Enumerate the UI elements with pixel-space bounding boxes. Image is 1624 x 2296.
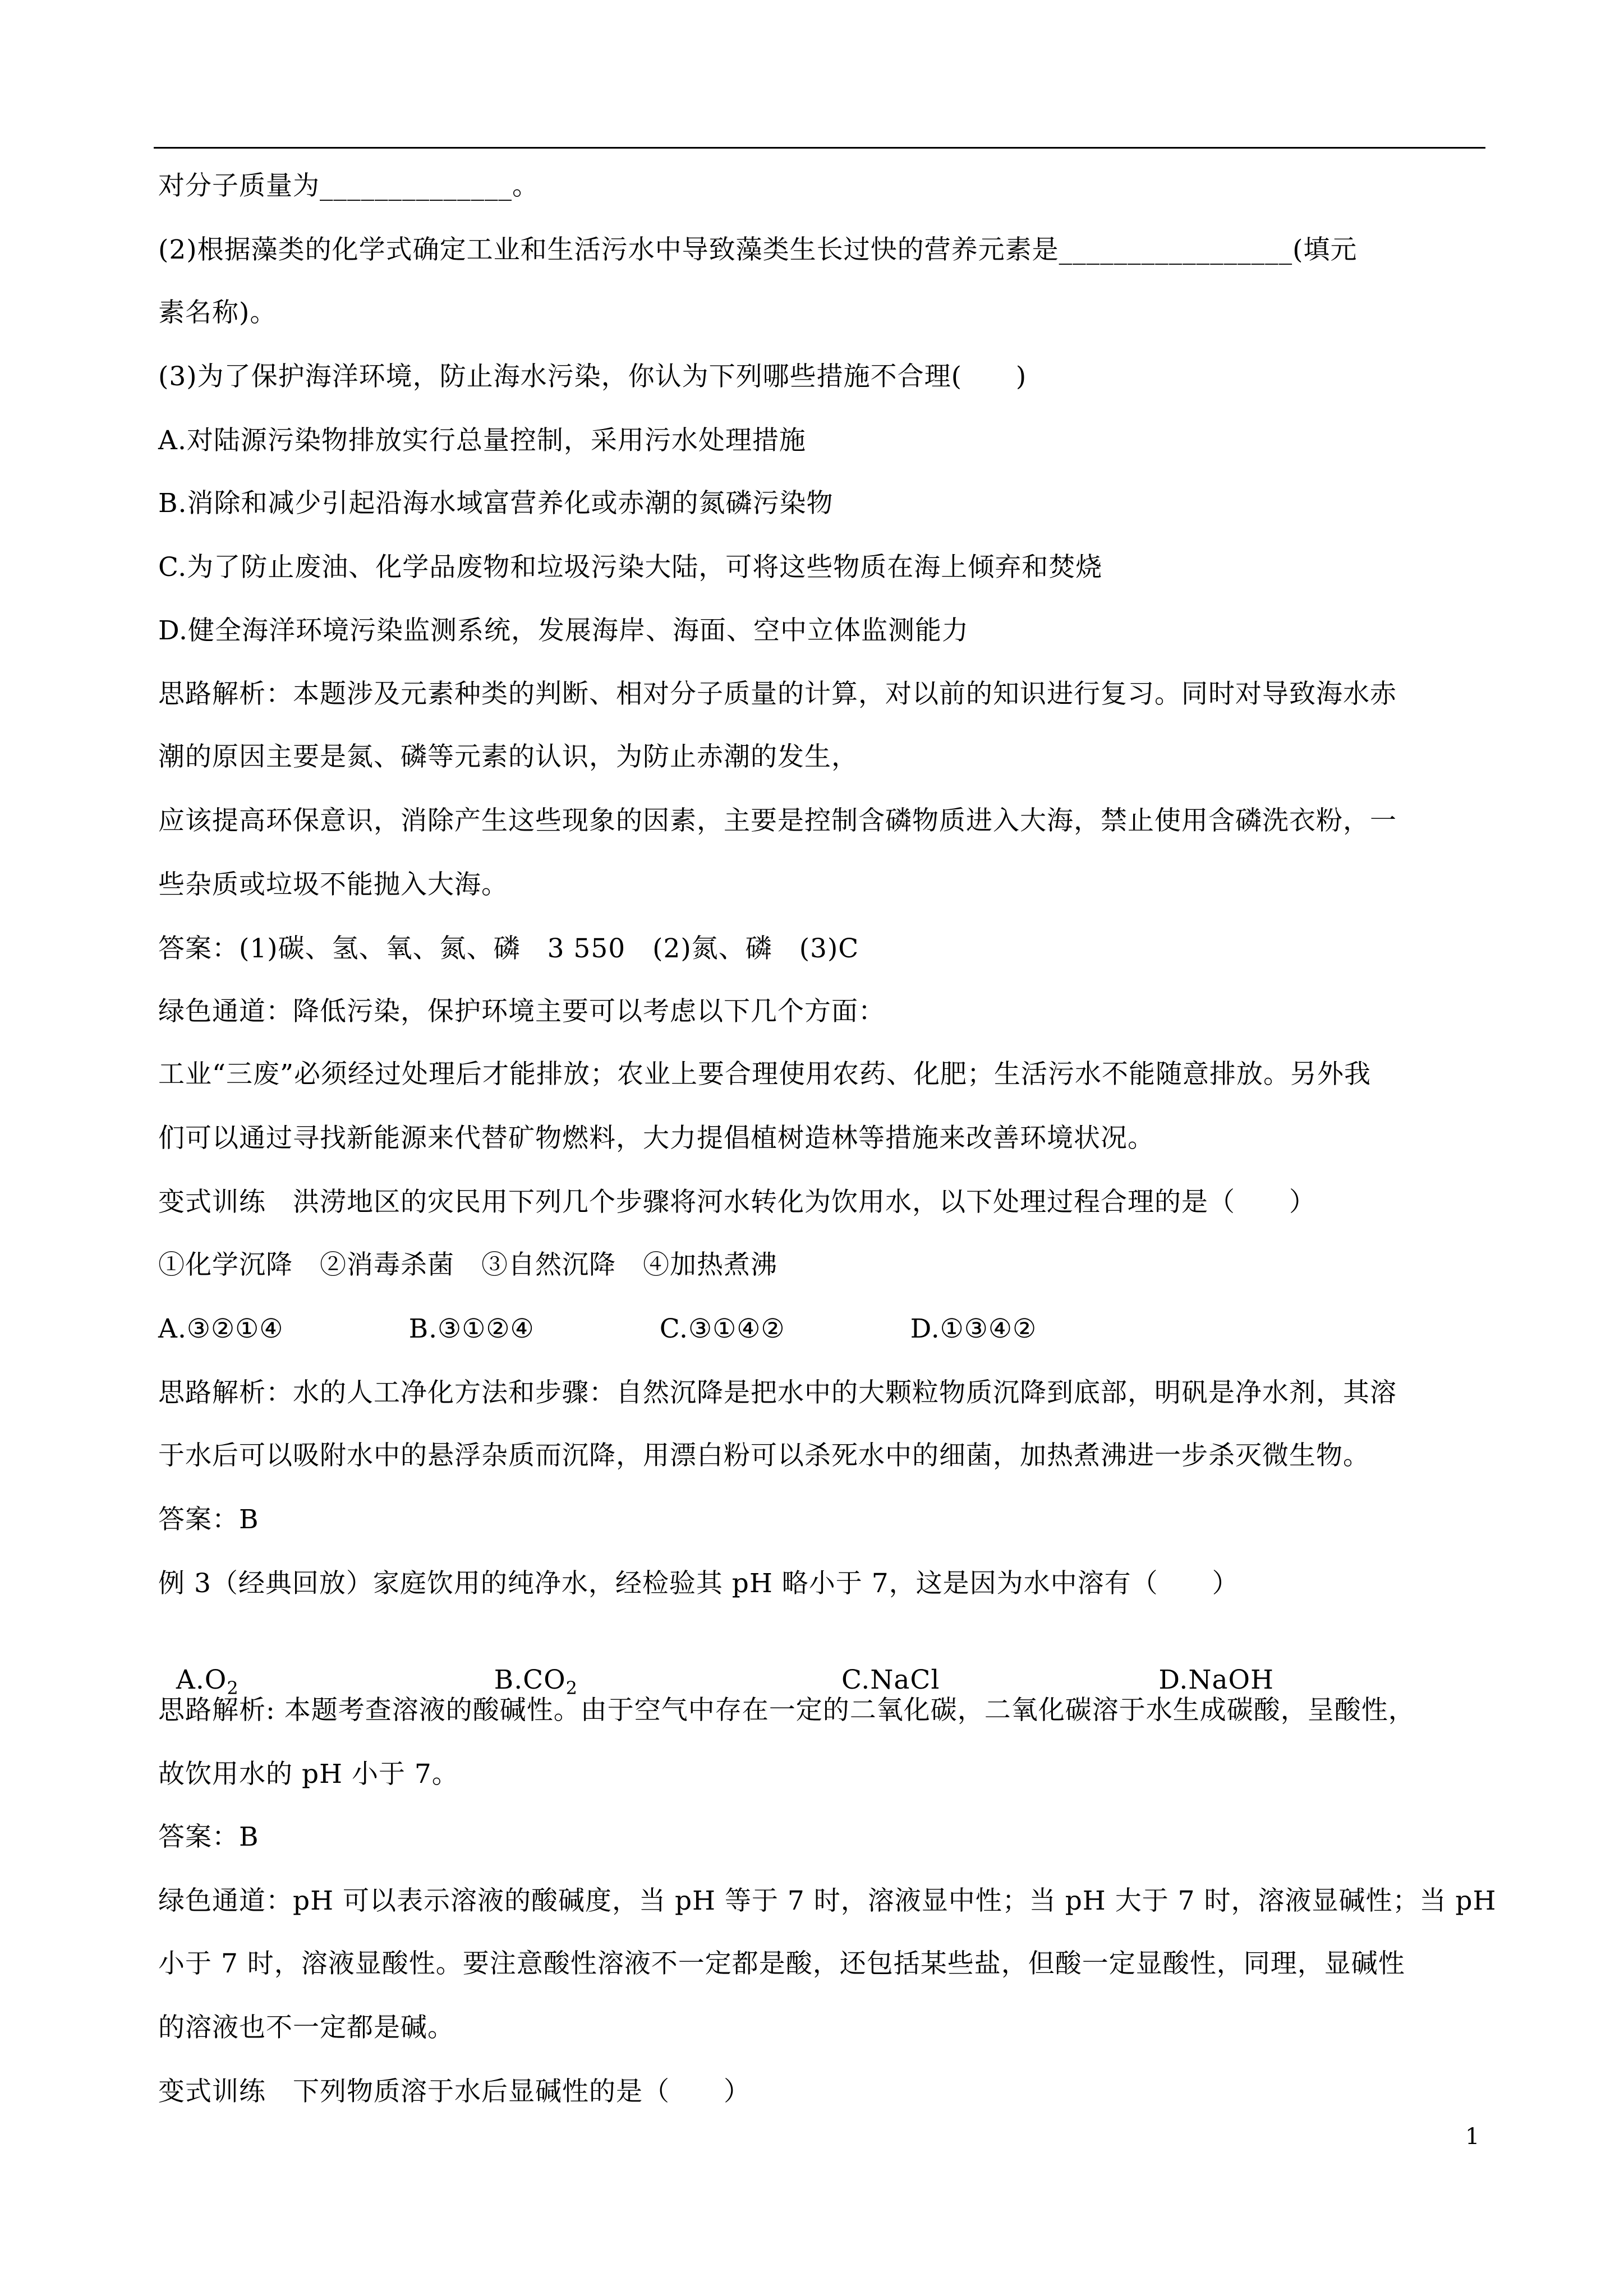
green-channel-line: 绿色通道：pH 可以表示溶液的酸碱度，当 pH 等于 7 时，溶液显中性；当 pH 大于 7 时，溶液显碱性；当 pH xyxy=(158,1885,1497,1916)
analysis-line: 思路解析：水的人工净化方法和步骤：自然沉降是把水中的大颗粒物质沉降到底部，明矾是净水剂，其溶 xyxy=(158,1377,1397,1408)
text-line: (2)根据藻类的化学式确定工业和生活污水中导致藻类生长过快的营养元素是_________________(填元 xyxy=(158,234,1358,265)
text-line: (3)为了保护海洋环境，防止海水污染，你认为下列哪些措施不合理( ) xyxy=(158,361,1027,392)
exercise-line: 变式训练 洪涝地区的灾民用下列几个步骤将河水转化为饮用水，以下处理过程合理的是（ ） xyxy=(158,1187,1316,1218)
option-d: D.健全海洋环境污染监测系统，发展海岸、海面、空中立体监测能力 xyxy=(158,615,969,646)
green-channel-line: 绿色通道：降低污染，保护环境主要可以考虑以下几个方面： xyxy=(158,996,885,1027)
example-line: 例 3（经典回放）家庭饮用的纯净水，经检验其 pH 略小于 7，这是因为水中溶有（ ） xyxy=(158,1568,1239,1599)
answer-line: 答案：B xyxy=(158,1822,259,1852)
option-a: $A.O_2$ xyxy=(176,1665,239,1699)
option-d: D.NaOH xyxy=(1158,1665,1275,1695)
analysis-line: 应该提高环保意识，消除产生这些现象的因素，主要是控制含磷物质进入大海，禁止使用含磷洗衣粉，一 xyxy=(158,805,1397,836)
analysis-line: 思路解析: 本题考查溶液的酸碱性。由于空气中存在一定的二氧化碳，二氧化碳溶于水生成碳酸，呈酸性， xyxy=(158,1695,1415,1726)
text-line: 们可以通过寻找新能源来代替矿物燃料，大力提倡植树造林等措施来改善环境状况。 xyxy=(158,1123,1154,1154)
text-line: 素名称)。 xyxy=(158,297,277,328)
page-number: 1 xyxy=(1465,2124,1480,2150)
text-line: 对分子质量为______________。 xyxy=(158,170,539,201)
option-c: C.NaCl xyxy=(841,1665,940,1695)
analysis-line: 潮的原因主要是氮、磷等元素的认识，为防止赤潮的发生， xyxy=(158,741,858,772)
option-a: A.对陆源污染物排放实行总量控制，采用污水处理措施 xyxy=(158,425,806,456)
text-line: 工业“三废”必须经过处理后才能排放；农业上要合理使用农药、化肥；生活污水不能随意排放。另外我 xyxy=(158,1059,1372,1090)
steps-line: ①化学沉降 ②消毒杀菌 ③自然沉降 ④加热煮沸 xyxy=(158,1250,778,1280)
option-b: $B.CO_2$ xyxy=(494,1665,578,1699)
options-line: A.③②①④ B.③①②④ C.③①④② D.①③④② xyxy=(158,1313,1037,1344)
option-b: B.消除和减少引起沿海水域富营养化或赤潮的氮磷污染物 xyxy=(158,488,834,519)
option-c: C.为了防止废油、化学品废物和垃圾污染大陆，可将这些物质在海上倾弃和焚烧 xyxy=(158,552,1103,583)
answer-line: 答案：B xyxy=(158,1504,259,1535)
analysis-line: 思路解析：本题涉及元素种类的判断、相对分子质量的计算，对以前的知识进行复习。同时对导致海水赤 xyxy=(158,679,1397,709)
text-line: 的溶液也不一定都是碱。 xyxy=(158,2012,454,2043)
header-rule xyxy=(154,147,1485,149)
text-line: 小于 7 时，溶液显酸性。要注意酸性溶液不一定都是酸，还包括某些盐，但酸一定显酸性，同理，显碱性 xyxy=(158,1948,1405,1979)
answer-line: 答案：(1)碳、氢、氧、氮、磷 3 550 (2)氮、磷 (3)C xyxy=(158,933,859,964)
analysis-line: 于水后可以吸附水中的悬浮杂质而沉降，用漂白粉可以杀死水中的细菌，加热煮沸进一步杀灭微生物。 xyxy=(158,1440,1370,1471)
analysis-line: 故饮用水的 pH 小于 7。 xyxy=(158,1759,459,1790)
exercise-line: 变式训练 下列物质溶于水后显碱性的是（ ） xyxy=(158,2076,751,2107)
analysis-line: 些杂质或垃圾不能抛入大海。 xyxy=(158,869,508,900)
